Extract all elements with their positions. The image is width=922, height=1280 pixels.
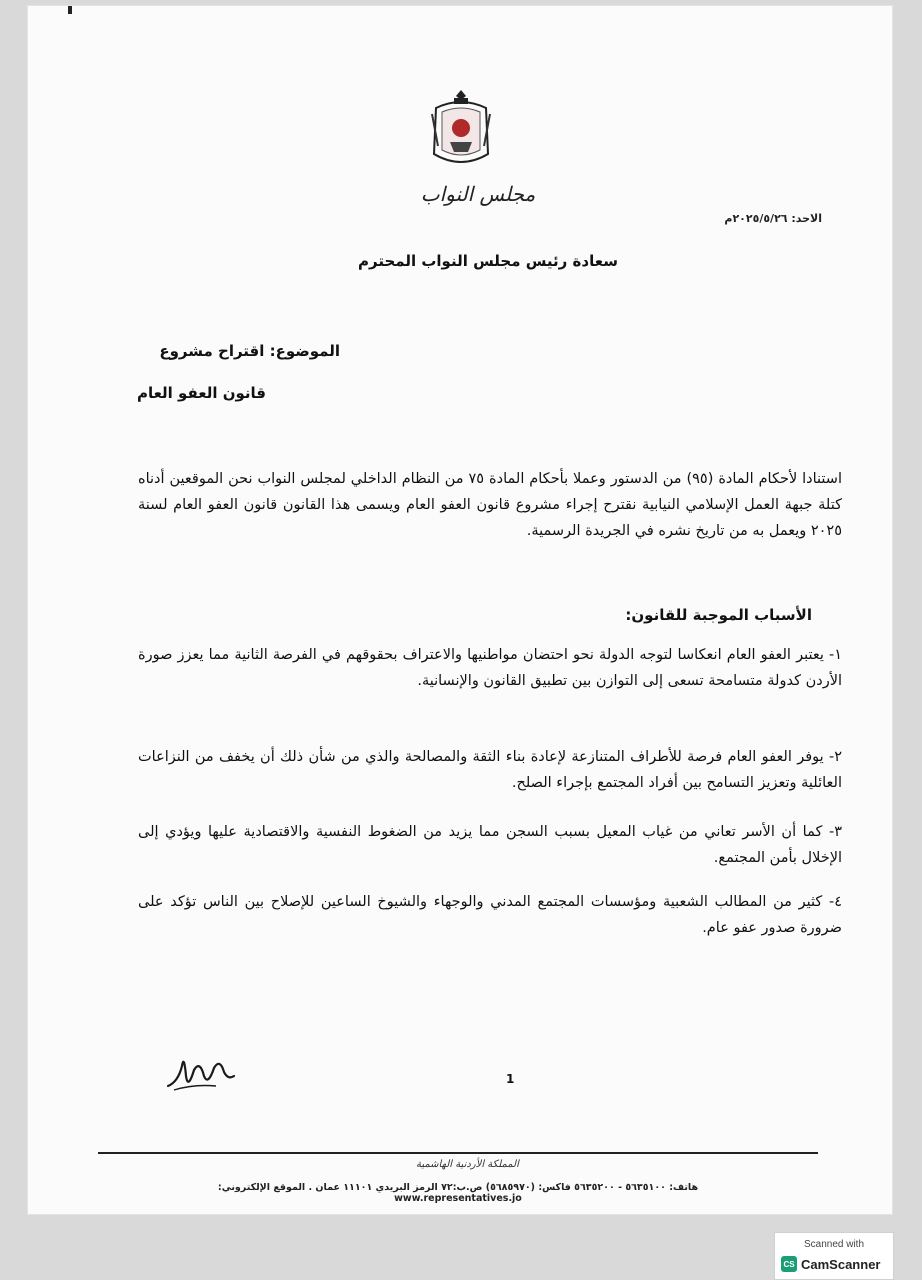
letter-date: الاحد: ٢٠٢٥/٥/٢٦م xyxy=(724,212,822,225)
reason-item-3: ٣- كما أن الأسر تعاني من غياب المعيل بسبب السجن مما يزيد من الضغوط النفسية والاقتصادية عليها ويؤدي إلى الإخلال بأمن المجتمع. xyxy=(138,824,842,866)
footer-divider xyxy=(98,1152,818,1154)
camscanner-badge xyxy=(774,1232,894,1280)
camscanner-brand: CamScanner xyxy=(801,1256,881,1272)
handwritten-signature xyxy=(164,1046,236,1096)
reason-item-4: ٤- كثير من المطالب الشعبية ومؤسسات المجتمع المدني والوجهاء والشيوخ الساعين للإصلاح بين الناس تؤكد على ضرورة صدور عفو عام. xyxy=(138,894,842,936)
subject-line: الموضوع: اقتراح مشروع xyxy=(159,342,340,360)
page-number: 1 xyxy=(506,1072,515,1086)
camscanner-logo-icon: CS xyxy=(781,1256,797,1272)
reasons-heading: الأسباب الموجبة للقانون: xyxy=(625,606,812,624)
addressee-line: سعادة رئيس مجلس النواب المحترم xyxy=(358,252,618,270)
scanned-with-label: Scanned with xyxy=(803,1239,865,1250)
jordan-crest-icon xyxy=(428,86,494,172)
footer-kingdom-name: المملكة الأردنية الهاشمية xyxy=(416,1159,519,1170)
institution-name: مجلس النواب xyxy=(420,182,536,206)
document-page xyxy=(28,6,892,1214)
intro-paragraph: استنادا لأحكام المادة (٩٥) من الدستور وعملا بأحكام المادة ٧٥ من النظام الداخلي لمجلس النواب نحن الموقعين أدناه كتلة جبهة العمل الإسلامي النيابية نقترح إجراء مشروع قانون العفو العام ويسمى هذا القانون قانون العفو العام لسنة ٢٠٢٥ ويعمل به من تاريخ نشره في الجريدة الرسمية. xyxy=(138,471,842,539)
camscanner-brand-row xyxy=(781,1255,880,1273)
reason-item-1: ١- يعتبر العفو العام انعكاسا لتوجه الدولة نحو احتضان مواطنيها والاعتراف بحقوقهم في الفرصة الثانية مما يعزز صورة الأردن كدولة متسامحة تسعى إلى التوازن بين تطبيق القانون والإنسانية. xyxy=(138,647,842,689)
footer-contact-info: هاتف: ٥٦٣٥١٠٠ - ٥٦٣٥٢٠٠ فاكس: (٥٦٨٥٩٧٠) ص.ب:٧٢ الرمز البريدي ١١١٠١ عمان . الموقع الإلكتروني: www.representatives.jo xyxy=(217,1182,699,1204)
scan-edge-mark xyxy=(68,6,72,14)
reason-item-2: ٢- يوفر العفو العام فرصة للأطراف المتنازعة لإعادة بناء الثقة والمصالحة والذي من شأن ذلك أن يخفف من النزاعات العائلية وتعزيز التسامح بين أفراد المجتمع بإجراء الصلح. xyxy=(138,749,842,791)
subject-title: قانون العفو العام xyxy=(136,384,266,402)
